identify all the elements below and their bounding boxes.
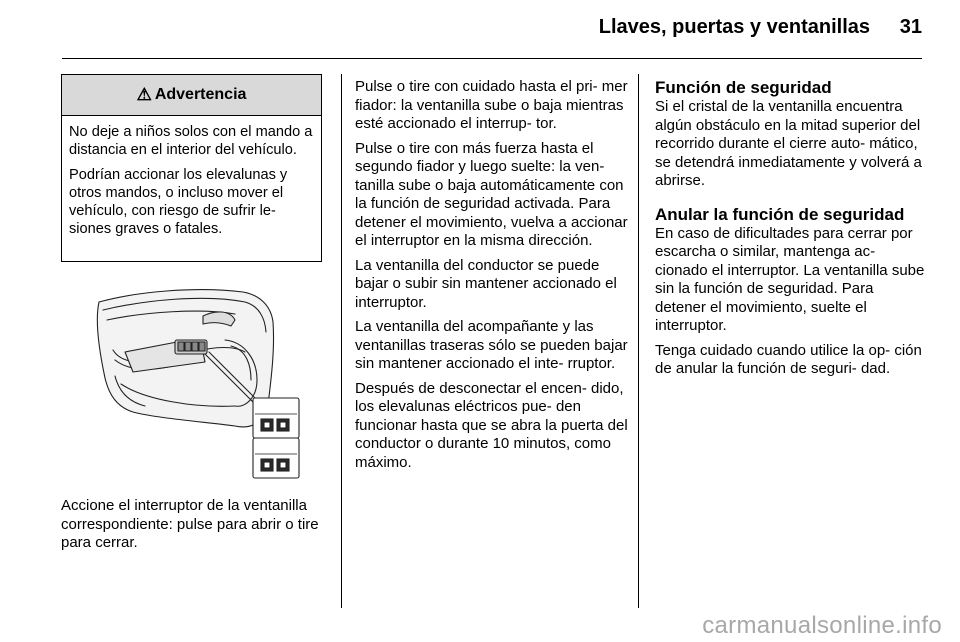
door-panel-illustration <box>85 280 315 485</box>
door-panel-svg <box>85 280 315 485</box>
column-divider-2 <box>638 74 639 608</box>
header-rule <box>62 58 922 59</box>
column-divider-1 <box>341 74 342 608</box>
column-2-paragraph-5: Después de desconectar el encen- dido, los elevalunas eléctricos pue- den funcionar hasta que se abra la puerta del conductor o durante 10 minutos, como máximo. <box>355 379 628 471</box>
column-2-paragraph-2: Pulse o tire con más fuerza hasta el segundo fiador y luego suelte: la ven- tanilla sube o baja automáticamente con la función de seguridad activada. Para detener el movimiento, vuelva a accionar el interruptor en la misma dirección. <box>355 139 628 249</box>
section-heading-override-safety: Anular la función de seguridad <box>655 204 905 224</box>
column-1-paragraph: Accione el interruptor de la ventanilla correspondiente: pulse para abrir o tire para cerrar. <box>61 497 319 551</box>
warning-paragraph-1: No deje a niños solos con el mando a distancia en el interior del vehículo. <box>69 124 313 158</box>
column-2-paragraph-1: Pulse o tire con cuidado hasta el pri- mer fiador: la ventanilla sube o baja mientras esté accionado el interrup- tor. <box>355 78 628 132</box>
warning-heading: Advertencia <box>154 86 247 103</box>
switch-detail-top <box>253 398 299 438</box>
warning-header <box>62 75 321 116</box>
override-paragraph-2: Tenga cuidado cuando utilice la op- ción de anular la función de seguri- dad. <box>655 341 922 377</box>
override-paragraph-1: En caso de dificultades para cerrar por escarcha o similar, mantenga ac- cionado el interruptor. La ventanilla sube sin la función de seguridad. Para detener el movimiento, suelte el interruptor. <box>655 224 925 334</box>
warning-body <box>62 116 321 238</box>
column-2-text <box>355 78 630 478</box>
warning-triangle-icon: ⚠ <box>136 85 152 104</box>
switch-detail-bottom <box>253 438 299 478</box>
safety-function-paragraph: Si el cristal de la ventanilla encuentra algún obstáculo en la mitad superior del recorrido durante el cierre auto- mático, se detendrá inmediatamente y volverá a abrirse. <box>655 98 922 189</box>
page-number: 31 <box>899 16 922 38</box>
column-2-paragraph-3: La ventanilla del conductor se puede bajar o subir sin mantener accionado el interruptor. <box>355 256 617 311</box>
column-3-text <box>655 78 927 385</box>
watermark: carmanualsonline.info <box>702 612 942 639</box>
warning-paragraph-2: Podrían accionar los elevalunas y otros mandos, o incluso mover el vehículo, con riesgo de sufrir le- siones graves o fatales. <box>69 167 288 237</box>
column-1-text <box>61 497 331 559</box>
page-header-title: Llaves, puertas y ventanillas <box>598 16 870 38</box>
warning-box <box>61 74 322 262</box>
column-2-paragraph-4: La ventanilla del acompañante y las ventanillas traseras sólo se pueden bajar sin mantener accionado el inte- rruptor. <box>355 318 628 372</box>
section-heading-safety-function: Función de seguridad <box>655 78 832 97</box>
